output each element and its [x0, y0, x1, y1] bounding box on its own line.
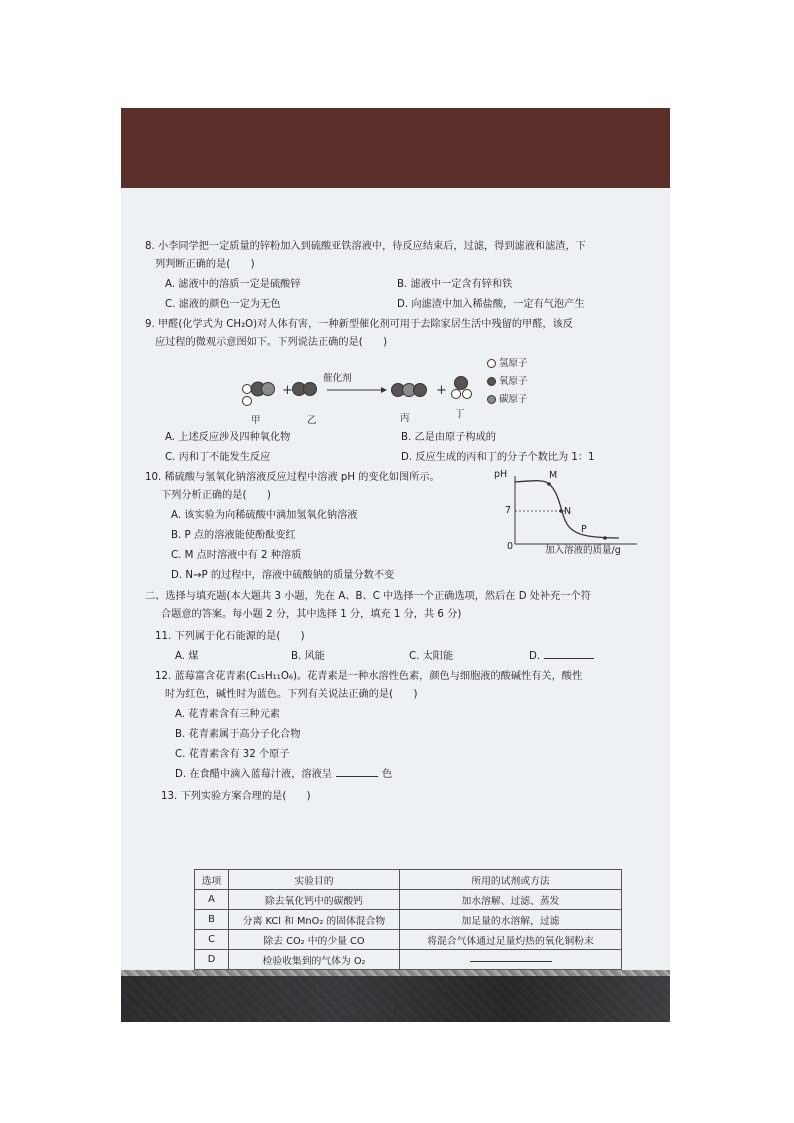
q12-option-a: A. 花青素含有三种元素 — [175, 709, 280, 720]
molecule-yi — [293, 383, 317, 396]
q12-stem-line2: 时为红色，碱性时为蓝色。下列有关说法正确的是( ) — [165, 689, 418, 700]
label-yi: 乙 — [307, 415, 317, 426]
label-jia: 甲 — [251, 415, 261, 426]
x-axis-label: 加入溶液的质量/g — [545, 545, 621, 556]
section2-line2: 合题意的答案。每小题 2 分，其中选择 1 分，填充 1 分，共 6 分) — [161, 609, 462, 620]
label-bing: 丙 — [400, 413, 410, 424]
row-d-option: D — [195, 950, 229, 970]
q11-option-b: B. 风能 — [291, 651, 325, 662]
q13-stem: 13. 下列实验方案合理的是( ) — [161, 791, 311, 802]
row-d-method — [400, 950, 622, 970]
reaction-diagram — [231, 354, 491, 438]
row-b-purpose: 分离 KCl 和 MnO₂ 的固体混合物 — [229, 910, 400, 930]
header-option: 选项 — [195, 870, 229, 890]
svg-text:+: + — [436, 383, 447, 398]
ph7-tick: 7 — [505, 505, 512, 516]
q10-stem-line2: 下列分析正确的是( ) — [161, 490, 271, 501]
q11-option-a: A. 煤 — [175, 651, 199, 662]
row-c-option: C — [195, 930, 229, 950]
p-label: P — [581, 524, 587, 535]
q8-option-a: A. 滤液中的溶质一定是硫酸锌 — [165, 279, 301, 290]
molecule-bing — [392, 384, 427, 397]
row-c-method: 将混合气体通过足量灼热的氧化铜粉末 — [400, 930, 622, 950]
oxygen-atom-icon — [487, 377, 496, 386]
legend-carbon: 碳原子 — [487, 393, 528, 407]
row-b-option: B — [195, 910, 229, 930]
svg-text:+: + — [282, 383, 293, 398]
row-c-purpose: 除去 CO₂ 中的少量 CO — [229, 930, 400, 950]
molecule-jia — [243, 382, 275, 406]
q8-option-b: B. 滤液中一定含有锌和铁 — [397, 279, 513, 290]
row-a-option: A — [195, 890, 229, 910]
legend-hydrogen: 氢原子 — [487, 357, 528, 371]
q10-option-d: D. N→P 的过程中，溶液中硫酸钠的质量分数不变 — [171, 570, 395, 581]
q10-option-a: A. 该实验为向稀硫酸中滴加氢氧化钠溶液 — [171, 510, 358, 521]
m-label: M — [549, 470, 558, 481]
q12-option-c: C. 花青素含有 32 个原子 — [175, 749, 290, 760]
table-row — [195, 910, 622, 930]
experiment-table — [194, 869, 622, 970]
q9-option-a: A. 上述反应涉及四种氧化物 — [165, 432, 291, 443]
exam-paper — [121, 188, 670, 973]
q11-stem: 11. 下列属于化石能源的是( ) — [155, 631, 305, 642]
table-header-row — [195, 870, 622, 890]
q9-option-c: C. 丙和丁不能发生反应 — [165, 452, 271, 463]
row-b-method: 加足量的水溶解，过滤 — [400, 910, 622, 930]
q10-option-c: C. M 点时溶液中有 2 种溶质 — [171, 550, 302, 561]
point-p — [603, 536, 607, 540]
q9-option-b: B. 乙是由原子构成的 — [401, 432, 496, 443]
row-a-method: 加水溶解、过滤、蒸发 — [400, 890, 622, 910]
molecule-ding — [452, 377, 472, 399]
photo-background — [121, 108, 670, 1022]
header-purpose: 实验目的 — [229, 870, 400, 890]
q8-option-d: D. 向滤渣中加入稀盐酸，一定有气泡产生 — [397, 299, 585, 310]
q11-answer-blank[interactable] — [544, 658, 594, 659]
q10-option-b: B. P 点的溶液能使酚酞变红 — [171, 530, 296, 541]
q9-stem-line1: 9. 甲醛(化学式为 CH₂O)对人体有害，一种新型催化剂可用于去除家居生活中残留的甲醛，该反 — [145, 319, 573, 330]
table-row — [195, 930, 622, 950]
header-method: 所用的试剂或方法 — [400, 870, 622, 890]
row-d-purpose: 检验收集到的气体为 O₂ — [229, 950, 400, 970]
legend-oxygen: 氧原子 — [487, 375, 528, 389]
q8-option-c: C. 滤液的颜色一定为无色 — [165, 299, 281, 310]
n-label: N — [564, 506, 572, 517]
ph-axis-label: pH — [494, 469, 508, 480]
dark-cloth — [121, 976, 670, 1022]
q11-option-d: D. — [529, 650, 594, 664]
row-a-purpose: 除去氧化钙中的碳酸钙 — [229, 890, 400, 910]
table-row — [195, 950, 622, 970]
q8-stem-line2: 列判断正确的是( ) — [155, 259, 255, 270]
q12-answer-blank[interactable] — [336, 776, 378, 777]
q12-option-d: D. 在食醋中滴入蓝莓汁液，溶液呈 色 — [175, 769, 393, 780]
q10-stem-line1: 10. 稀硫酸与氢氧化钠溶液反应过程中溶液 pH 的变化如图所示。 — [145, 472, 440, 483]
carbon-atom-icon — [487, 395, 496, 404]
hydrogen-atom-icon — [487, 359, 496, 368]
label-ding: 丁 — [455, 409, 465, 420]
q9-stem-line2: 应过程的微观示意图如下。下列说法正确的是( ) — [155, 337, 388, 348]
origin-label: 0 — [507, 541, 514, 552]
q11-option-c: C. 太阳能 — [409, 651, 454, 662]
point-n — [559, 509, 563, 513]
catalyst-label: 催化剂 — [323, 373, 352, 384]
q12-stem-line1: 12. 蓝莓富含花青素(C₁₅H₁₁O₆)。花青素是一种水溶性色素，颜色与细胞液的酸碱性有关，酸性 — [155, 671, 583, 682]
q13-answer-blank[interactable] — [470, 961, 552, 962]
table-row — [195, 890, 622, 910]
q8-stem-line1: 8. 小李同学把一定质量的锌粉加入到硫酸亚铁溶液中，待反应结束后，过滤，得到滤液和滤渣，下 — [145, 241, 586, 252]
q9-option-d: D. 反应生成的丙和丁的分子个数比为 1：1 — [401, 452, 595, 463]
section2-line1: 二、选择与填充题(本大题共 3 小题，先在 A、B、C 中选择一个正确选项，然后在 D 处补充一个符 — [145, 591, 591, 602]
q12-option-b: B. 花青素属于高分子化合物 — [175, 729, 301, 740]
